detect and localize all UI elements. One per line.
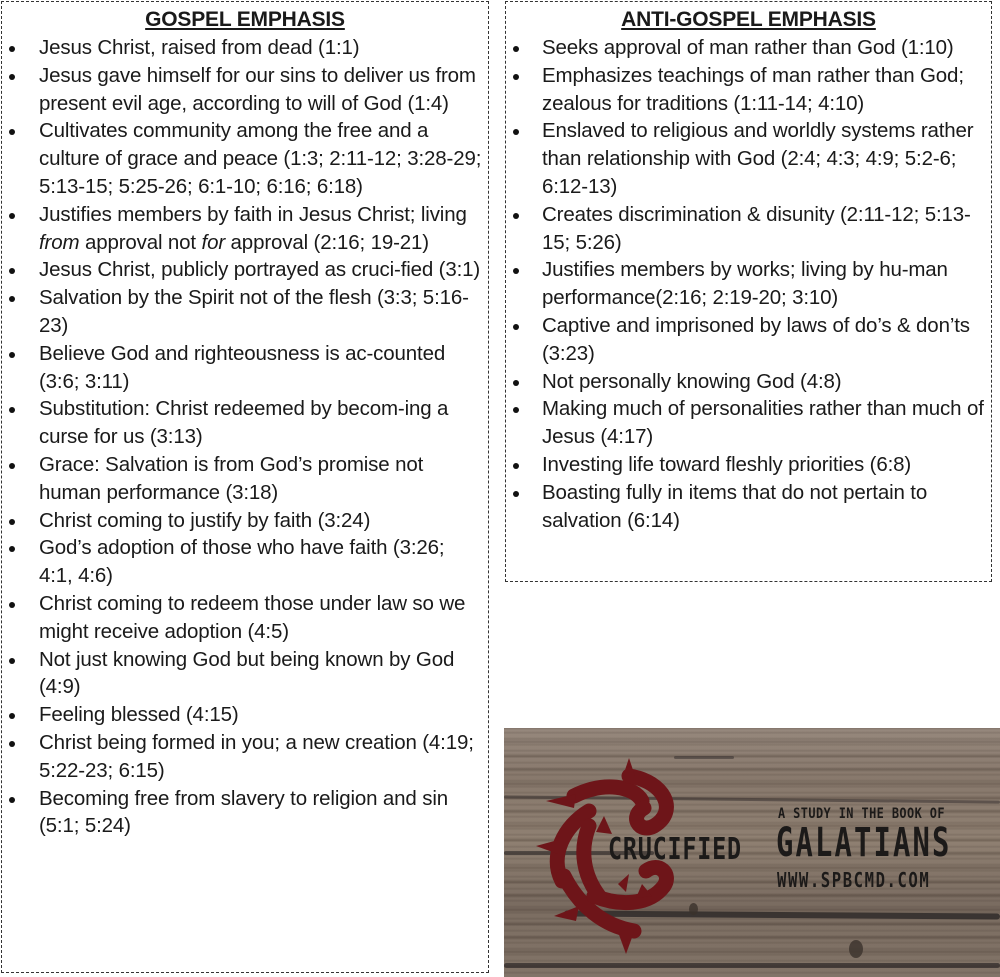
list-item: Not personally knowing God (4:8) xyxy=(506,368,991,396)
bullet-icon xyxy=(9,546,15,552)
crucified-galatians-banner xyxy=(504,728,1000,977)
list-item: Seeks approval of man rather than God (1:10) xyxy=(506,34,991,62)
list-item: Creates discrimination & disunity (2:11-12; 5:13-15; 5:26) xyxy=(506,201,991,257)
bullet-icon xyxy=(513,491,519,497)
banner-book-title: GALATIANS xyxy=(776,820,952,866)
bullet-icon xyxy=(9,602,15,608)
bullet-icon xyxy=(9,658,15,664)
list-item: Becoming free from slavery to religion and sin (5:1; 5:24) xyxy=(2,785,488,841)
crucified-wordmark: CRUCIFIED xyxy=(608,832,742,867)
gospel-emphasis-list xyxy=(2,34,488,840)
bullet-icon xyxy=(513,380,519,386)
bullet-icon xyxy=(513,74,519,80)
bullet-icon xyxy=(513,213,519,219)
list-item: Enslaved to religious and worldly systems rather than relationship with God (2:4; 4:3; 4:9; 5:2-6; 6:12-13) xyxy=(506,117,991,200)
banner-subtitle: A STUDY IN THE BOOK OF xyxy=(778,806,945,822)
bullet-icon xyxy=(9,268,15,274)
wood-knot xyxy=(849,940,863,958)
bullet-icon xyxy=(513,463,519,469)
list-item: Jesus Christ, publicly portrayed as cruci-fied (3:1) xyxy=(2,256,488,284)
gospel-emphasis-title: GOSPEL EMPHASIS xyxy=(145,8,345,31)
list-item: Jesus Christ, raised from dead (1:1) xyxy=(2,34,488,62)
bullet-icon xyxy=(9,797,15,803)
list-item: Feeling blessed (4:15) xyxy=(2,701,488,729)
bullet-icon xyxy=(9,213,15,219)
bullet-icon xyxy=(513,129,519,135)
anti-gospel-emphasis-title: ANTI-GOSPEL EMPHASIS xyxy=(621,8,876,31)
bullet-icon xyxy=(513,324,519,330)
bullet-icon xyxy=(9,46,15,52)
bullet-icon xyxy=(513,268,519,274)
banner-website: WWW.SPBCMD.COM xyxy=(777,868,931,892)
bullet-icon xyxy=(9,407,15,413)
list-item: Grace: Salvation is from God’s promise not human performance (3:18) xyxy=(2,451,488,507)
bullet-icon xyxy=(9,463,15,469)
list-item: Christ coming to redeem those under law so we might receive adoption (4:5) xyxy=(2,590,488,646)
list-item: Salvation by the Spirit not of the flesh (3:3; 5:16-23) xyxy=(2,284,488,340)
list-item: Justifies members by works; living by hu-man performance(2:16; 2:19-20; 3:10) xyxy=(506,256,991,312)
list-item: God’s adoption of those who have faith (3:26; 4:1, 4:6) xyxy=(2,534,488,590)
gospel-emphasis-panel xyxy=(1,1,489,973)
bullet-icon xyxy=(9,129,15,135)
list-item: Captive and imprisoned by laws of do’s & don’ts (3:23) xyxy=(506,312,991,368)
list-item: Christ being formed in you; a new creation (4:19; 5:22-23; 6:15) xyxy=(2,729,488,785)
list-item: Substitution: Christ redeemed by becom-ing a curse for us (3:13) xyxy=(2,395,488,451)
bullet-icon xyxy=(513,46,519,52)
bullet-icon xyxy=(9,352,15,358)
bullet-icon xyxy=(9,296,15,302)
list-item: Justifies members by faith in Jesus Christ; living from approval not for approval (2:16; 19-21) xyxy=(2,201,488,257)
list-item: Making much of personalities rather than much of Jesus (4:17) xyxy=(506,395,991,451)
list-item: Jesus gave himself for our sins to deliver us from present evil age, according to will of God (1:4) xyxy=(2,62,488,118)
bullet-icon xyxy=(513,407,519,413)
list-item: Believe God and righteousness is ac-counted (3:6; 3:11) xyxy=(2,340,488,396)
bullet-icon xyxy=(9,741,15,747)
list-item: Investing life toward fleshly priorities (6:8) xyxy=(506,451,991,479)
list-item: Emphasizes teachings of man rather than God; zealous for traditions (1:11-14; 4:10) xyxy=(506,62,991,118)
list-item: Cultivates community among the free and a culture of grace and peace (1:3; 2:11-12; 3:28-29; 5:13-15; 5:25-26; 6:1-10; 6:16; 6:18) xyxy=(2,117,488,200)
bullet-icon xyxy=(9,713,15,719)
wood-crack xyxy=(504,963,1000,968)
bullet-icon xyxy=(9,74,15,80)
anti-gospel-emphasis-panel xyxy=(505,1,992,582)
wood-knot xyxy=(689,903,698,915)
anti-gospel-emphasis-list xyxy=(506,34,991,534)
list-item: Christ coming to justify by faith (3:24) xyxy=(2,507,488,535)
bullet-icon xyxy=(9,519,15,525)
list-item: Boasting fully in items that do not pertain to salvation (6:14) xyxy=(506,479,991,535)
list-item: Not just knowing God but being known by God (4:9) xyxy=(2,646,488,702)
